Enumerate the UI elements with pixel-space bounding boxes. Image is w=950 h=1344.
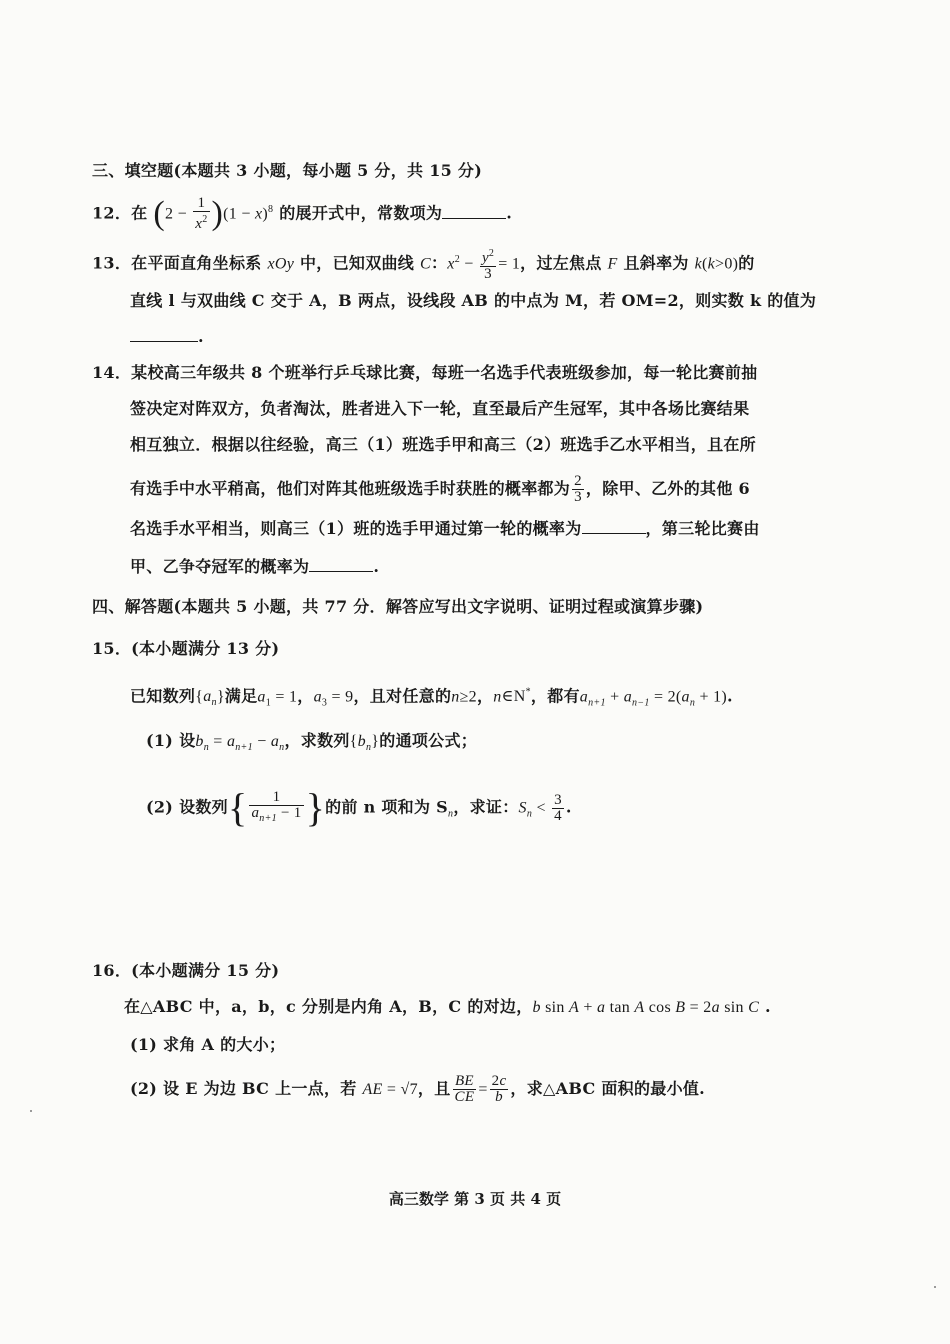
q14-answer-blank-1[interactable] — [582, 519, 646, 534]
q12-answer-blank[interactable] — [442, 204, 506, 219]
section-3-header: 三、填空题(本题共 3 小题，每小题 5 分，共 15 分) — [92, 161, 483, 180]
question-15-header: 15．(本小题满分 13 分) — [92, 639, 280, 658]
question-14-line3: 相互独立．根据以往经验，高三（1）班选手甲和高三（2）班选手乙水平相当，且在所 — [130, 435, 756, 454]
q15-number: 15． — [92, 639, 132, 658]
q16-number: 16． — [92, 961, 132, 980]
question-15-part2: (2) 设数列{ $\frac{1}{a_{n+1} - 1}$ }的前 n 项和为 $S_n$，求证：$S_n$ < $\frac{3}{4}$ . — [146, 785, 572, 830]
q14-number: 14． — [92, 363, 132, 382]
question-16-part2: (2) 设 E 为边 BC 上一点，若 AE = √7，且 $\frac{BE}{CE}$ = $\frac{2c}{b}$ ，求△ABC 面积的最小值. — [130, 1073, 706, 1105]
question-16-stem: 在△ABC 中，a，b，c 分别是内角 A，B，C 的对边，b sin A + a tan A cos B = 2a sin C . — [124, 997, 771, 1016]
question-14-line4: 有选手中水平稍高，他们对阵其他班级选手时获胜的概率都为 $\frac{2}{3}$ ，除甲、乙外的其他 6 — [130, 473, 750, 505]
page-footer: 高三数学 第 3 页 共 4 页 — [388, 1190, 562, 1208]
question-12: 12．在 (2 − $\frac{1}{x^2}$ )$(1 - x)^8$ 的展开式中，常数项为 . — [92, 195, 513, 232]
question-16-header: 16．(本小题满分 15 分) — [92, 961, 280, 980]
q12-number: 12． — [92, 203, 132, 223]
question-14-line5: 名选手水平相当，则高三（1）班的选手甲通过第一轮的概率为 ，第三轮比赛由 — [130, 519, 760, 538]
question-13-line2: 直线 l 与双曲线 C 交于 A，B 两点，设线段 AB 的中点为 M，若 OM=2，则实数 k 的值为 — [130, 291, 817, 310]
q12-pre: 在 — [131, 203, 148, 223]
question-13-line3: . — [130, 326, 204, 348]
q13-answer-blank[interactable] — [130, 327, 198, 342]
scan-speck — [934, 1286, 936, 1288]
question-14-line6: 甲、乙争夺冠军的概率为 . — [130, 557, 380, 576]
q14-answer-blank-2[interactable] — [309, 557, 373, 572]
question-14-line2: 签决定对阵双方，负者淘汰，胜者进入下一轮，直至最后产生冠军，其中各场比赛结果 — [130, 399, 750, 418]
q13-number: 13． — [92, 253, 132, 273]
q12-post: 的展开式中，常数项为 — [279, 203, 443, 223]
question-14-line1: 14．某校高三年级共 8 个班举行乒乓球比赛，每班一名选手代表班级参加，每一轮比赛前抽 — [92, 363, 758, 382]
question-13-line1: 13．在平面直角坐标系 xOy 中，已知双曲线 C：$x^2$ − $\frac{y^2}{3}$ = 1，过左焦点 F 且斜率为 k(k>0)的 — [92, 248, 755, 282]
section-4-header: 四、解答题(本题共 5 小题，共 77 分．解答应写出文字说明、证明过程或演算步骤) — [92, 597, 704, 616]
question-16-part1: (1) 求角 A 的大小； — [130, 1035, 286, 1054]
question-15-part1: (1) 设$b_n = a_{n+1} - a_n$，求数列$\{b_n\}$的通项公式； — [146, 731, 478, 754]
question-15-stem: 已知数列$\{a_n\}$满足$a_1 = 1$，$a_3 = 9$，且对任意的n≥2，n∈N*，都有$a_{n+1} + a_{n-1} = 2(a_n + 1)$. — [130, 686, 733, 709]
scan-speck — [30, 1110, 32, 1112]
